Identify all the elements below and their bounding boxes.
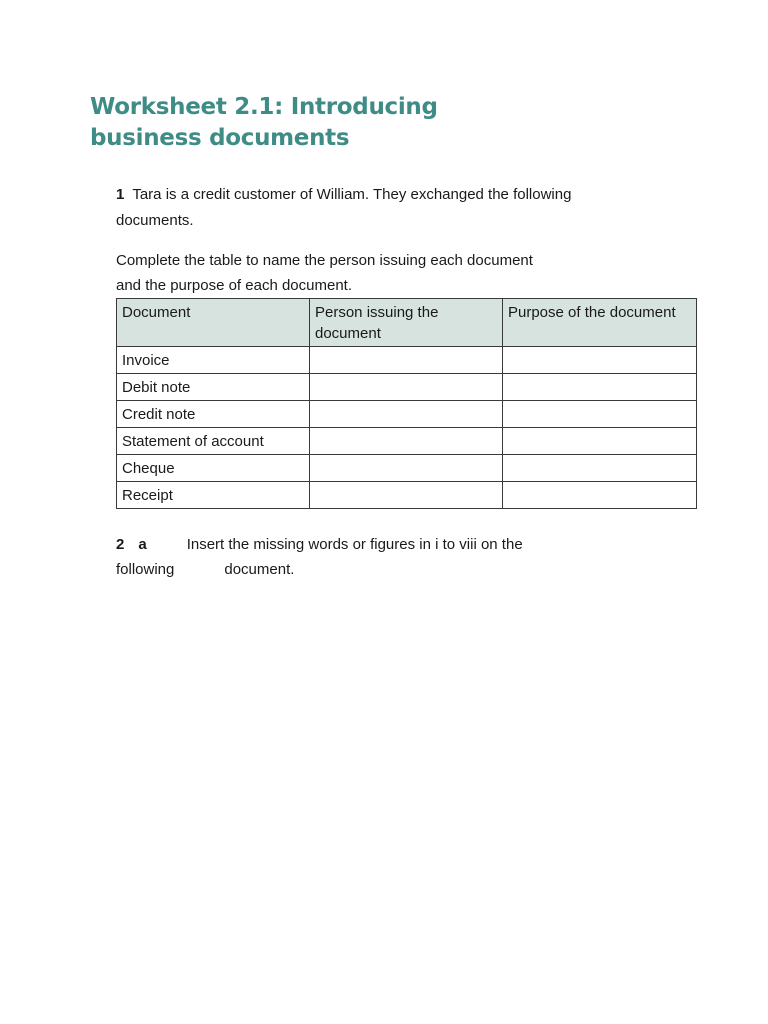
- purpose-cell[interactable]: [503, 455, 697, 482]
- table-row: [117, 374, 697, 401]
- person-issuing-cell[interactable]: [310, 401, 503, 428]
- person-issuing-cell[interactable]: [310, 428, 503, 455]
- table-row: [117, 347, 697, 374]
- documents-table: [116, 298, 697, 509]
- table-header-row: [117, 299, 697, 347]
- question-1: [116, 182, 576, 234]
- document-name-cell: Invoice: [117, 347, 310, 374]
- table-row: [117, 428, 697, 455]
- purpose-cell[interactable]: [503, 401, 697, 428]
- document-name-cell: Receipt: [117, 482, 310, 509]
- question-2-part: a: [138, 536, 147, 553]
- header-person-issuing: Person issuing the document: [310, 299, 503, 347]
- question-2-text-end: document.: [224, 561, 295, 578]
- purpose-cell[interactable]: [503, 347, 697, 374]
- document-name-cell: Debit note: [117, 374, 310, 401]
- header-document: Document: [117, 299, 310, 347]
- question-1-number: 1: [116, 186, 125, 203]
- purpose-cell[interactable]: [503, 482, 697, 509]
- document-name-cell: Credit note: [117, 401, 310, 428]
- purpose-cell[interactable]: [503, 428, 697, 455]
- person-issuing-cell[interactable]: [310, 455, 503, 482]
- table-row: [117, 482, 697, 509]
- table-row: [117, 455, 697, 482]
- purpose-cell[interactable]: [503, 374, 697, 401]
- table-instruction: Complete the table to name the person issuing each document and the purpose of each document.: [116, 252, 533, 294]
- document-name-cell: Cheque: [117, 455, 310, 482]
- page-title: Worksheet 2.1: Introducing business documents: [90, 94, 438, 151]
- person-issuing-cell[interactable]: [310, 482, 503, 509]
- header-purpose: Purpose of the document: [503, 299, 697, 347]
- person-issuing-cell[interactable]: [310, 347, 503, 374]
- question-2-text: Insert the missing words or figures in i to viii on the following: [116, 536, 523, 578]
- document-name-cell: Statement of account: [117, 428, 310, 455]
- question-2: [116, 532, 576, 582]
- table-row: [117, 401, 697, 428]
- question-1-text: Tara is a credit customer of William. They exchanged the following documents.: [116, 186, 572, 229]
- person-issuing-cell[interactable]: [310, 374, 503, 401]
- question-2-number: 2: [116, 536, 125, 553]
